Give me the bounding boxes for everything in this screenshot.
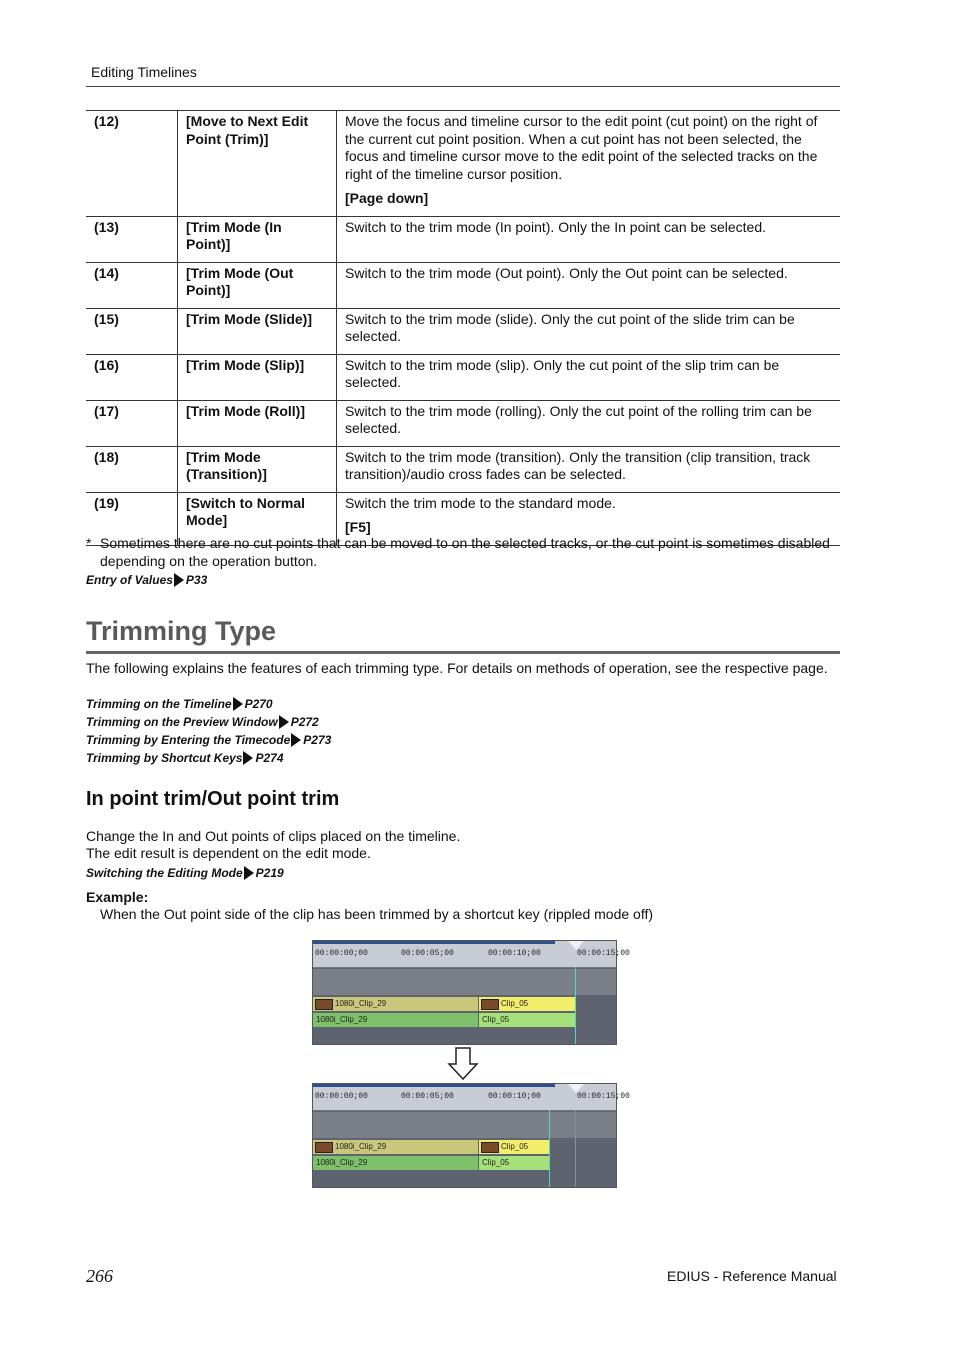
operation-description (337, 400, 841, 446)
empty-track (313, 1112, 616, 1138)
table-row (86, 216, 840, 262)
clip-thumbnail-icon (481, 1142, 499, 1153)
section-ref-list (86, 695, 331, 767)
ruler-tick: 00:00:05;00 (401, 949, 454, 958)
table-row (86, 354, 840, 400)
clip-label: Clip_05 (482, 1158, 510, 1167)
ref-page: P219 (255, 866, 284, 880)
ref-label: Switching the Editing Mode (86, 866, 243, 880)
ref-link-trimming-preview[interactable] (86, 713, 331, 731)
arrow-right-icon (174, 573, 184, 587)
clip-label: Clip_05 (501, 999, 529, 1008)
timeline-cursor (575, 967, 576, 1044)
video-clip-selected[interactable] (479, 1140, 549, 1154)
ref-label: Trimming on the Preview Window (86, 715, 278, 729)
section-title: Trimming Type (86, 616, 277, 646)
subsection-line-1: Change the In and Out points of clips placed on the timeline. (86, 828, 461, 844)
row-number: (12) (86, 111, 178, 217)
clip-thumbnail-icon (481, 999, 499, 1010)
playhead-marker-icon[interactable] (568, 1084, 584, 1093)
row-number: (18) (86, 446, 178, 492)
clip-label: Clip_05 (482, 1015, 510, 1024)
footnote-marker: * (86, 535, 92, 551)
footnote-text: Sometimes there are no cut points that can be moved to on the selected tracks, or the cut point is sometimes disabled depending on the operation button. (100, 535, 830, 569)
shortcut-key: [F5] (345, 519, 371, 535)
ruler-tick: 00:00:00;00 (315, 1092, 368, 1101)
table-row (86, 262, 840, 308)
ref-page: P270 (244, 697, 273, 711)
description-text: Switch the trim mode to the standard mode. (345, 494, 616, 511)
ruler-tick: 00:00:10;00 (488, 1092, 541, 1101)
playhead-marker-icon[interactable] (568, 941, 584, 950)
ruler-tick: 00:00:15;00 (577, 949, 630, 958)
row-number: (15) (86, 308, 178, 354)
operation-name: [Switch to Normal Mode] (178, 492, 337, 545)
down-arrow-icon (447, 1047, 479, 1081)
video-clip[interactable] (313, 1140, 478, 1154)
row-number: (16) (86, 354, 178, 400)
row-number: (19) (86, 492, 178, 545)
ref-link-trimming-timecode[interactable] (86, 731, 331, 749)
ruler-range-bar (313, 941, 555, 944)
clip-label: 1080i_Clip_29 (335, 999, 387, 1008)
operation-description (337, 216, 841, 262)
ruler-range-bar (313, 1084, 555, 1087)
operation-name: [Trim Mode (Slide)] (178, 308, 337, 354)
video-clip[interactable] (313, 997, 478, 1011)
operation-name: [Move to Next Edit Point (Trim)] (178, 111, 337, 217)
empty-track (313, 969, 616, 995)
example-text: When the Out point side of the clip has been trimmed by a shortcut key (rippled mode off) (100, 906, 654, 922)
arrow-right-icon (291, 733, 301, 747)
ref-page: P272 (290, 715, 319, 729)
operation-description (337, 111, 841, 217)
operation-name: [Trim Mode (Slip)] (178, 354, 337, 400)
row-number: (14) (86, 262, 178, 308)
audio-clip-selected[interactable] (479, 1013, 575, 1027)
audio-clip[interactable] (313, 1013, 478, 1027)
operation-description (337, 446, 841, 492)
operation-name: [Trim Mode (Roll)] (178, 400, 337, 446)
subsection-title: In point trim/Out point trim (86, 788, 340, 810)
clip-thumbnail-icon (315, 999, 333, 1010)
ref-label: Trimming by Entering the Timecode (86, 733, 291, 747)
ref-link-trimming-shortcut[interactable] (86, 749, 331, 767)
description-text: Switch to the trim mode (rolling). Only the cut point of the rolling trim can be selected. (345, 402, 812, 436)
ref-page: P273 (303, 733, 332, 747)
row-number: (17) (86, 400, 178, 446)
operation-description (337, 308, 841, 354)
ruler-tick: 00:00:00;00 (315, 949, 368, 958)
operation-description (337, 354, 841, 400)
clip-label: 1080i_Clip_29 (335, 1142, 387, 1151)
description-text: Switch to the trim mode (In point). Only the In point can be selected. (345, 218, 766, 235)
table-row (86, 446, 840, 492)
section-rule (86, 651, 840, 654)
ref-link-trimming-timeline[interactable] (86, 695, 331, 713)
ref-label: Trimming on the Timeline (86, 697, 232, 711)
arrow-right-icon (243, 751, 253, 765)
clip-label: Clip_05 (501, 1142, 529, 1151)
operation-name: [Trim Mode (In Point)] (178, 216, 337, 262)
operations-table (86, 110, 840, 546)
video-clip-selected[interactable] (479, 997, 575, 1011)
shortcut-key: [Page down] (345, 190, 429, 206)
timeline-guide-line (575, 1110, 576, 1187)
subsection-line-2: The edit result is dependent on the edit mode. (86, 845, 371, 861)
footnote (86, 535, 840, 570)
table-row (86, 400, 840, 446)
description-text: Switch to the trim mode (slip). Only the cut point of the slip trim can be selected. (345, 356, 780, 390)
description-text: Move the focus and timeline cursor to the edit point (cut point) on the right of the current cut point position. When a cut point has not been selected, the focus and timeline cursor move to the edit point of the selected tracks on the right of the timeline cursor position. (345, 113, 818, 182)
description-text: Switch to the trim mode (Out point). Only the Out point can be selected. (345, 264, 788, 281)
table-row (86, 308, 840, 354)
operation-name: [Trim Mode (Out Point)] (178, 262, 337, 308)
header-rule (86, 86, 840, 87)
section-intro: The following explains the features of each trimming type. For details on methods of operation, see the respective page. (86, 660, 828, 676)
arrow-right-icon (279, 715, 289, 729)
description-text: Switch to the trim mode (slide). Only the cut point of the slide trim can be selected. (345, 310, 795, 344)
clip-label: 1080i_Clip_29 (316, 1158, 368, 1167)
operation-description (337, 262, 841, 308)
ref-link-entry-of-values[interactable] (86, 571, 207, 589)
timeline-screenshot-before (312, 940, 630, 1045)
ruler-tick: 00:00:10;00 (488, 949, 541, 958)
ref-label: Trimming by Shortcut Keys (86, 751, 243, 765)
audio-clip-selected[interactable] (479, 1156, 549, 1170)
ref-label: Entry of Values (86, 573, 173, 587)
page-number: 266 (86, 1266, 113, 1286)
ruler-tick: 00:00:15;00 (577, 1092, 630, 1101)
timeline-cursor (549, 1110, 550, 1187)
example-label: Example: (86, 889, 149, 905)
ref-page: P33 (185, 573, 208, 587)
clip-label: 1080i_Clip_29 (316, 1015, 368, 1024)
operation-name: [Trim Mode (Transition)] (178, 446, 337, 492)
description-text: Switch to the trim mode (transition). Only the transition (clip transition, track transition)/audio cross fades can be selected. (345, 448, 811, 482)
ref-page: P274 (255, 751, 284, 765)
clip-thumbnail-icon (315, 1142, 333, 1153)
ref-link-editing-mode[interactable] (86, 864, 284, 882)
arrow-right-icon (244, 866, 254, 880)
row-number: (13) (86, 216, 178, 262)
ruler-tick: 00:00:05;00 (401, 1092, 454, 1101)
arrow-right-icon (233, 697, 243, 711)
footer-title: EDIUS - Reference Manual (667, 1268, 837, 1284)
timeline-screenshot-after (312, 1083, 630, 1188)
running-header: Editing Timelines (91, 64, 197, 80)
table-row (86, 111, 840, 217)
audio-clip[interactable] (313, 1156, 478, 1170)
